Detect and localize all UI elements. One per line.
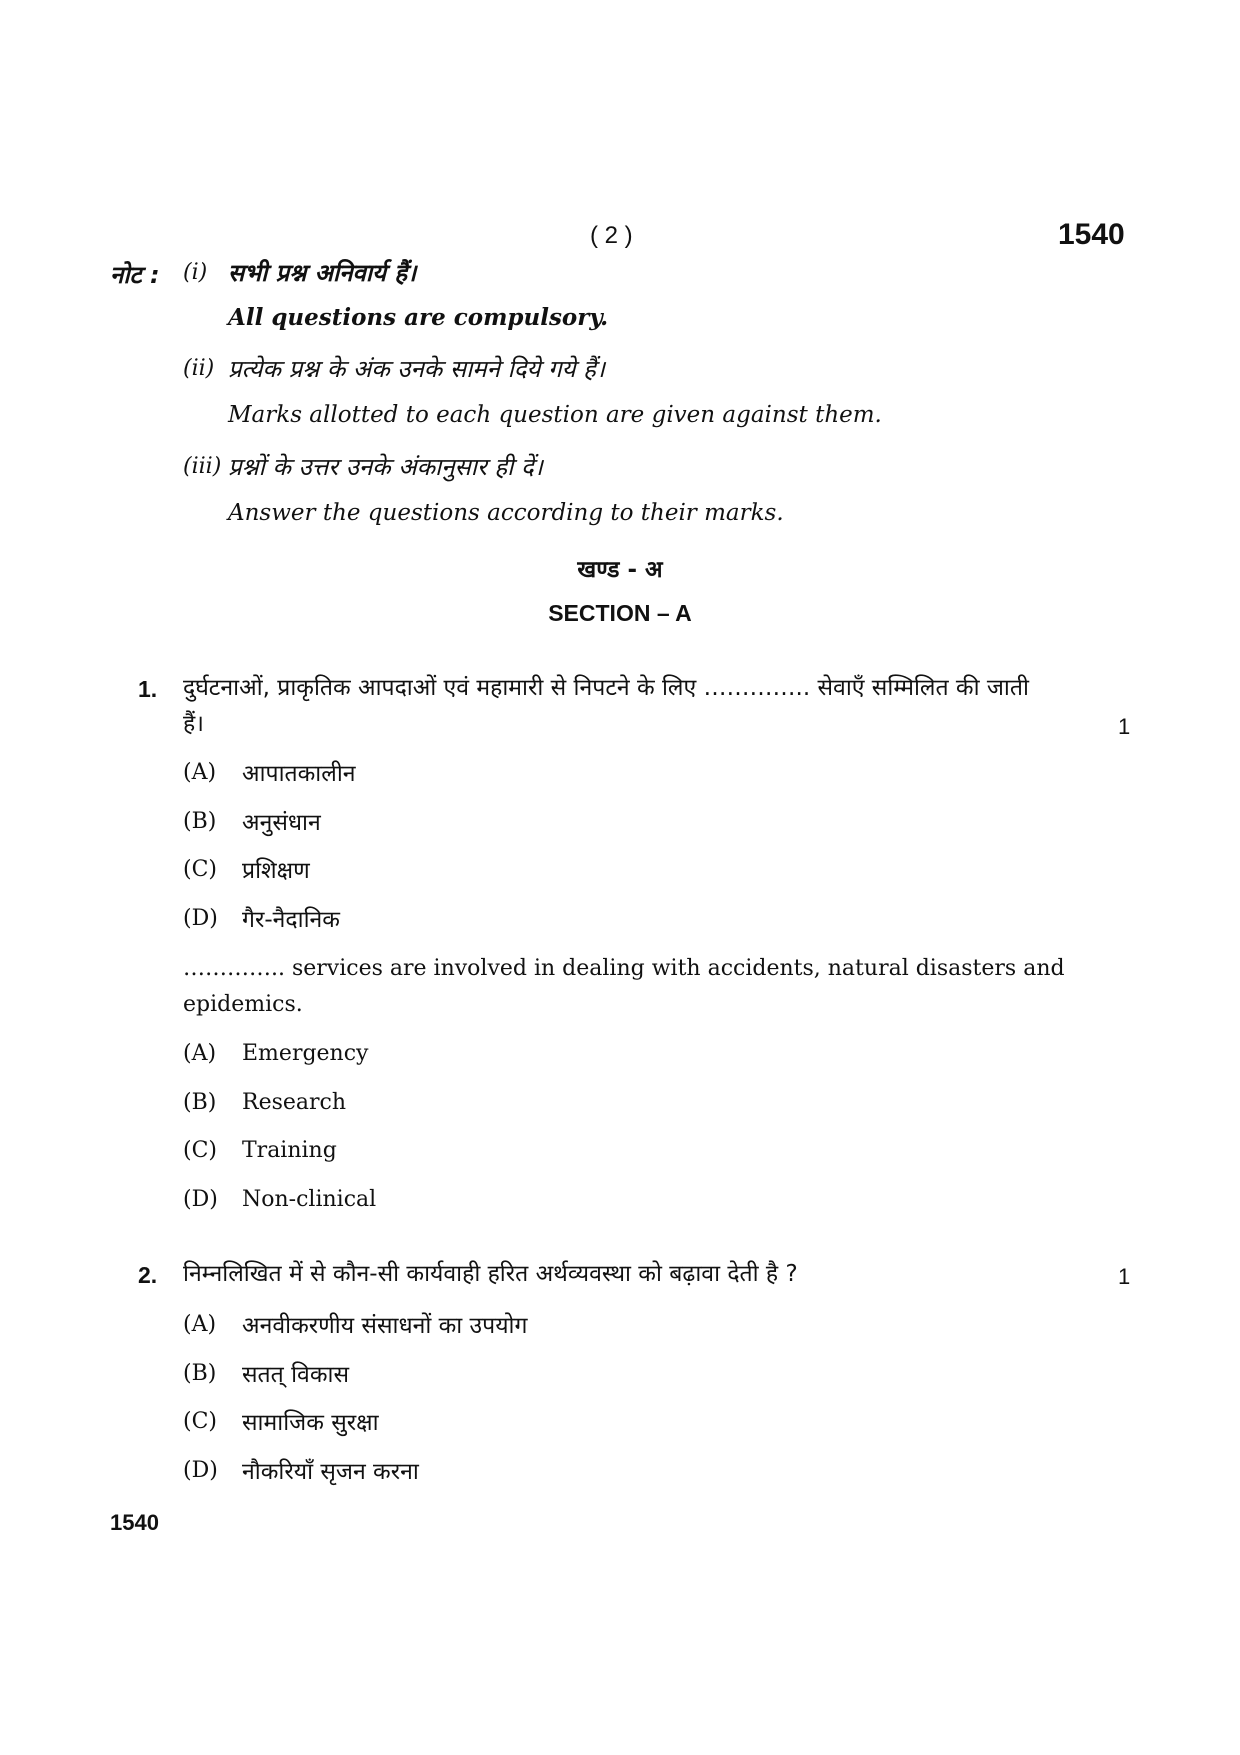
question-2-option-b-hindi: सतत् विकास [242,1362,349,1388]
paper-code-top: 1540 [1058,218,1125,251]
question-1-option-a-letter: (A) [183,760,217,785]
question-1-marks: 1 [1118,714,1131,739]
question-1-option-c-hindi: प्रशिक्षण [242,858,310,884]
question-1-hindi-line1: दुर्घटनाओं, प्राकृतिक आपदाओं एवं महामारी से निपटने के लिए ………….. सेवाएँ सम्मिलित की जाती [183,675,1029,701]
question-2-option-c-letter: (C) [183,1409,217,1434]
note-label: नोट : [110,261,160,289]
question-1-option-d-english: Non-clinical [242,1187,377,1212]
question-1-hindi-line2: हैं। [183,711,204,737]
question-1-option-b-english: Research [242,1090,347,1115]
question-2-option-a-letter: (A) [183,1312,217,1337]
question-1-option-c-english: Training [242,1138,337,1163]
question-1-option-d-letter-en: (D) [183,1187,218,1212]
question-2-marks: 1 [1118,1264,1131,1289]
question-1-option-c-letter-en: (C) [183,1138,217,1163]
note-item-1-number: (i) [183,260,208,285]
question-1-option-d-hindi: गैर-नैदानिक [242,907,340,933]
paper-code-bottom: 1540 [110,1510,159,1535]
question-2-option-a-hindi: अनवीकरणीय संसाधनों का उपयोग [242,1313,528,1339]
question-1-option-b-letter: (B) [183,809,217,834]
page-number: ( 2 ) [590,222,633,249]
question-2-option-b-letter: (B) [183,1361,217,1386]
question-1-option-a-hindi: आपातकालीन [242,761,356,787]
question-2-number: 2. [138,1262,158,1288]
note-item-3-english: Answer the questions according to their marks. [228,500,784,526]
note-item-3-hindi: प्रश्नों के उत्तर उनके अंकानुसार ही दें। [228,453,543,481]
section-heading-hindi: खण्ड - अ [577,557,663,583]
question-2-option-c-hindi: सामाजिक सुरक्षा [242,1410,379,1436]
note-item-2-hindi: प्रत्येक प्रश्न के अंक उनके सामने दिये गये हैं। [228,355,605,383]
question-1-option-b-hindi: अनुसंधान [242,810,321,836]
question-1-option-d-letter: (D) [183,906,218,931]
question-1-english-line2: epidemics. [183,992,303,1017]
question-1-option-c-letter: (C) [183,857,217,882]
question-1-option-a-letter-en: (A) [183,1041,217,1066]
note-item-2-number: (ii) [183,356,215,381]
question-1-english-line1: ………….. services are involved in dealing with accidents, natural disasters and [183,956,1065,981]
note-item-1-english: All questions are compulsory. [228,304,609,331]
question-2-option-d-hindi: नौकरियाँ सृजन करना [242,1459,419,1485]
note-item-3-number: (iii) [183,454,222,479]
question-2-hindi-line1: निम्नलिखित में से कौन-सी कार्यवाही हरित अर्थव्यवस्था को बढ़ावा देती है ? [183,1261,798,1287]
question-1-option-a-english: Emergency [242,1041,369,1066]
note-item-1-hindi: सभी प्रश्न अनिवार्य हैं। [228,259,417,287]
question-1-option-b-letter-en: (B) [183,1090,217,1115]
question-1-number: 1. [138,676,158,702]
question-2-option-d-letter: (D) [183,1458,218,1483]
section-heading-english: SECTION – A [548,600,692,626]
note-item-2-english: Marks allotted to each question are given against them. [228,402,882,428]
